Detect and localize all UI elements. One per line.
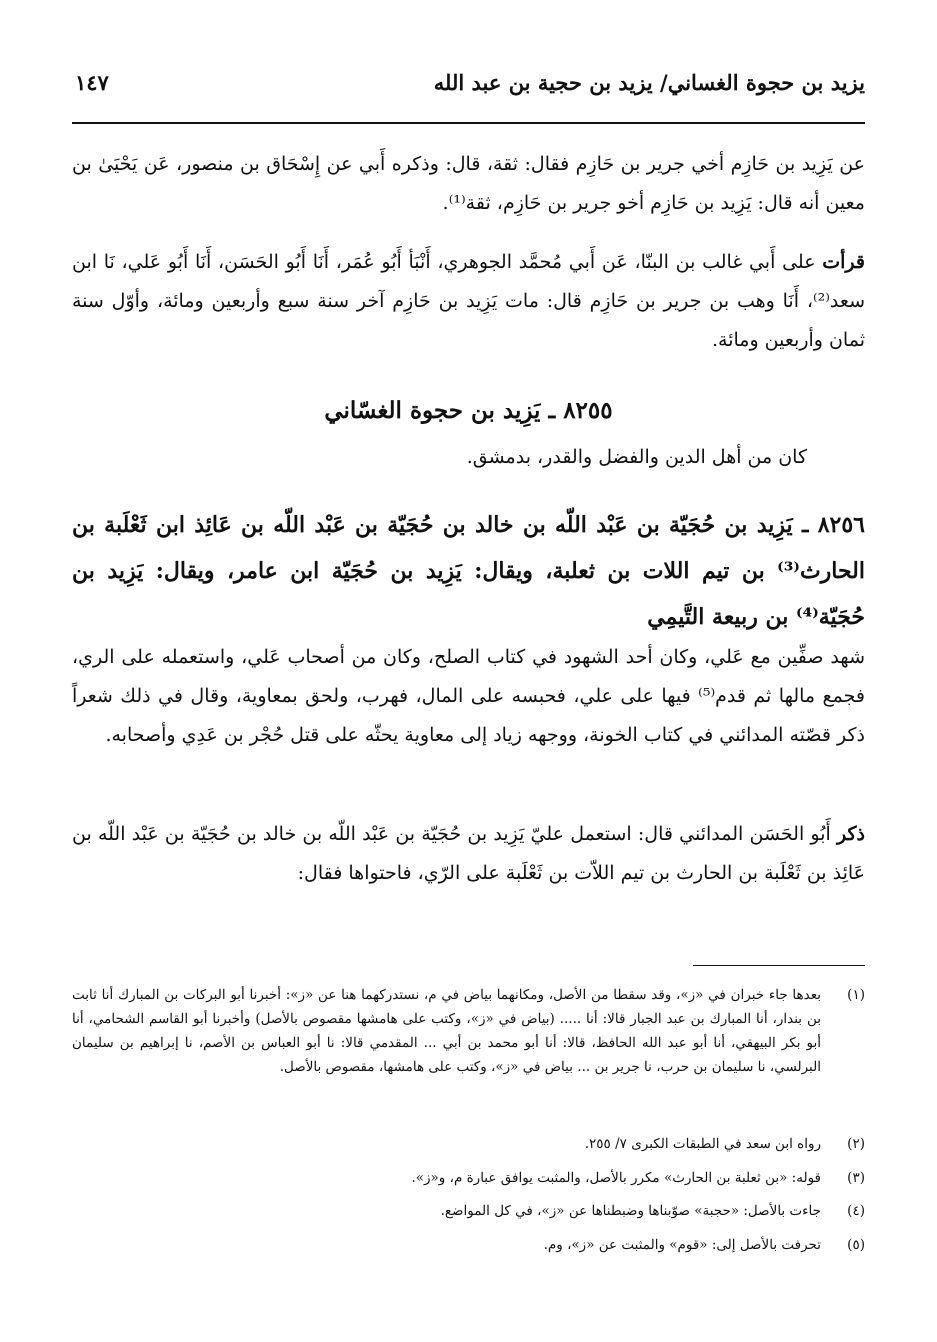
footnote-number: (٥) <box>847 1237 865 1253</box>
footnote-number: (١) <box>847 987 865 1003</box>
entry-heading-8255: ٨٢٥٥ ـ يَزِيد بن حجوة الغسّاني <box>324 397 613 424</box>
footnote-rule <box>693 965 865 966</box>
footnote-5 <box>72 1233 865 1257</box>
footnote-number: (٢) <box>847 1136 865 1152</box>
paragraph-4 <box>72 638 865 755</box>
footnote-number: (٣) <box>847 1170 865 1186</box>
paragraph-3 <box>72 438 807 477</box>
paragraph-3-text: كان من أهل الدين والفضل والقدر، بدمشق. <box>466 446 807 468</box>
paragraph-1-text: عن يَزِيد بن حَازِم أخي جرير بن حَازِم فقال: ثقة، قال: وذكره أَبي عن إِسْحَاق بن منصور، عَن يَحْيَىٰ بن معين أنه قال: يَزِيد بن حَازِم أخو جرير بن حَازِم، ثقة⁽¹⁾. <box>72 153 865 214</box>
footnote-2 <box>72 1132 865 1156</box>
footnote-number: (٤) <box>847 1203 865 1219</box>
paragraph-5 <box>72 815 865 893</box>
paragraph-5-text: ذكر أَبُو الحَسَن المدائني قال: استعمل عليّ يَزِيد بن حُجَيّة بن عَبْد اللّه بن خالد بن حُجَيّة بن عَبْد اللّه بن عَائِذ بن ثَعْلَبة بن الحارث بن تيم اللاّت بن ثَعْلَبة على الرّي، فاحتواها فقال: <box>72 823 865 884</box>
header-rule <box>72 122 865 124</box>
footnote-text: بعدها جاء خبران في «ز»، وقد سقطا من الأصل، ومكانهما بياض في م، نستدركهما هنا عن «ز»: أخبرنا أبو البركات بن المبارك أنا ثابت بن بندار، أنا المبارك بن عبد الجبار قالا: أنا ..... (بياض في «ز»، وكتب على هامشها مقصوص بالأصل) وأخبرنا أبو القاسم الشحامي، أنا أبو بكر البيهقي، أنا أبو عبد الله الحافظ، قالا: أنا أبو محمد بن أبي ... المقدمي قالا: نا أبو العباس بن الأصم، نا إبراهيم بن سليمان البرلسي، نا سليمان بن حرب، نا جرير بن ... بياض في «ز»، وكتب على هامشها، مقصوص بالأصل. <box>72 987 821 1075</box>
paragraph-4-text: شهد صفِّين مع عَلي، وكان أحد الشهود في كتاب الصلح، وكان من أصحاب عَلي، واستعمله على الري، فجمع مالها ثم قدم⁽⁵⁾ فيها على علي، فحبسه على المال، فهرب، ولحق بمعاوية، وقال في ذلك شعراً ذكر قصّته المدائني في كتاب الخونة، ووجهه زياد إلى معاوية يحثّه على قتل حُجْر بن عَدِي وأصحابه. <box>72 646 865 746</box>
footnote-4 <box>72 1199 865 1223</box>
entry-heading-8256: ٨٢٥٦ ـ يَزِيد بن حُجَيّة بن عَبْد اللّه بن خالد بن حُجَيّة بن عَبْد اللّه بن عَائِذ ابن ثَعْلَبة بن الحارث⁽³⁾ بن تيم اللات بن ثعلبة، ويقال: يَزِيد بن حُجَيّة ابن عامر، ويقال: يَزِيد بن حُجَيّة⁽⁴⁾ بن ربيعة التَّيمِي <box>72 512 865 630</box>
running-header-title: يزيد بن حجوة الغساني/ يزيد بن حجية بن عبد الله <box>433 70 865 95</box>
paragraph-2-text: قرأت على أَبي غالب بن البنّا، عَن أَبي مُحمَّد الجوهري، أَنْبَأ أَبُو عُمَر، أَنَا أَبُو الحَسَن، أَنَا أَبُو عَلي، نَا ابن سعد⁽²⁾، أَنَا وهب بن جرير بن حَازِم قال: مات يَزِيد بن حَازِم آخر سنة سبع وأربعين ومائة، وأوّل سنة ثمان وأربعين ومائة. <box>72 251 865 351</box>
footnote-text: تحرفت بالأصل إلى: «قوم» والمثبت عن «ز»، وم. <box>543 1237 821 1253</box>
footnote-3 <box>72 1166 865 1190</box>
paragraph-2 <box>72 243 865 360</box>
lead-word: ذكر <box>837 823 865 845</box>
page-number: ١٤٧ <box>75 70 109 95</box>
footnote-text: قوله: «بن ثعلبة بن الحارث» مكرر بالأصل، والمثبت يوافق عبارة م، و«ز». <box>411 1170 821 1186</box>
paragraph-1 <box>72 145 865 223</box>
footnote-text: رواه ابن سعد في الطبقات الكبرى ٧/ ٢٥٥. <box>584 1136 821 1152</box>
footnote-text: جاءت بالأصل: «حجبة» صوّبناها وضبطناها عن «ز»، في كل المواضع. <box>440 1203 821 1219</box>
lead-word: قرأت <box>822 251 865 273</box>
footnote-1 <box>72 983 865 1079</box>
